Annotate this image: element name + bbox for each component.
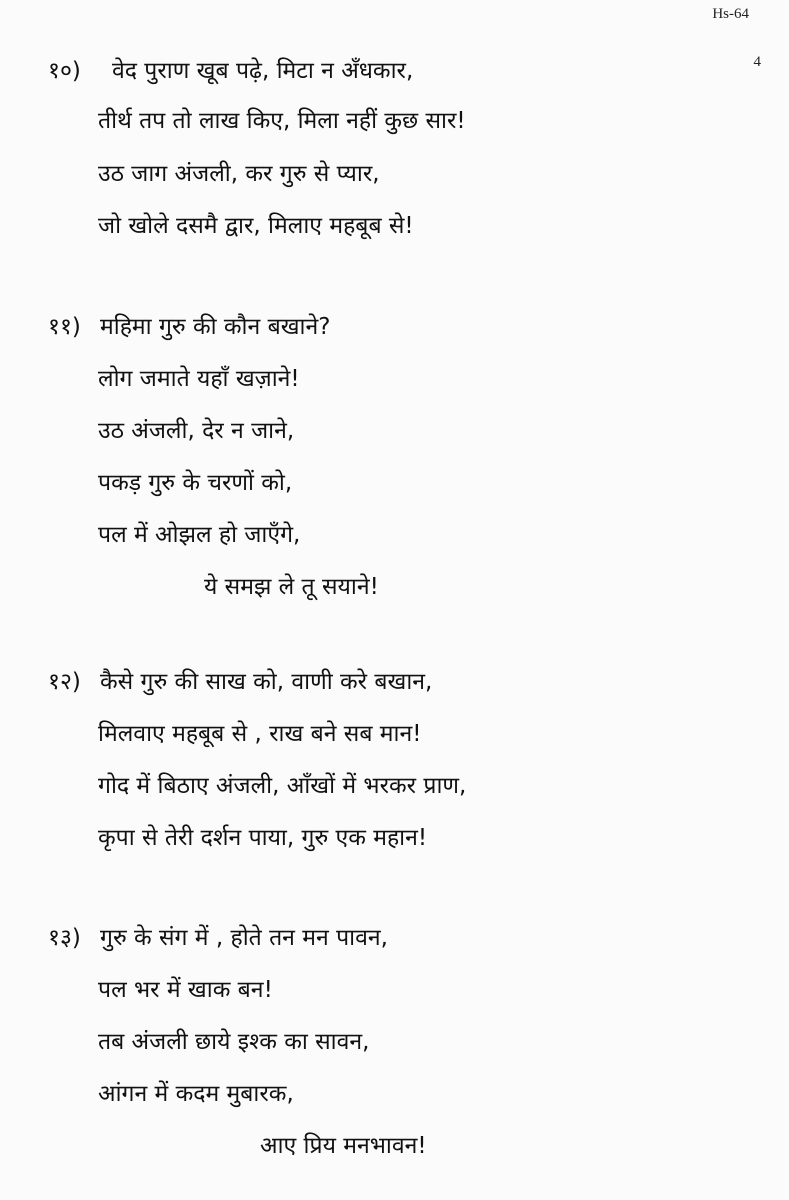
verse-line: उठ अंजली, देर न जाने,: [98, 418, 295, 444]
document-code: Hs-64: [712, 6, 749, 22]
verse-line: तीर्थ तप तो लाख किए, मिला नहीं कुछ सार!: [98, 108, 466, 134]
verse-line: आंगन में कदम मुबारक,: [98, 1081, 294, 1107]
stanza-number: ११): [48, 314, 81, 340]
verse-line: पल भर में खाक बन!: [98, 977, 273, 1003]
verse-line: गोद में बिठाए अंजली, आँखों में भरकर प्राण,: [98, 773, 467, 799]
page-number: 4: [753, 54, 761, 70]
verse-line: कृपा से तेरी दर्शन पाया, गुरु एक महान!: [98, 825, 428, 851]
verse-line: महिमा गुरु की कौन बखाने?: [100, 314, 331, 340]
verse-line: ये समझ ले तू सयाने!: [204, 574, 379, 600]
stanza-number: १३): [48, 925, 81, 951]
stanza-number: १०): [48, 58, 81, 84]
verse-line: गुरु के संग में , होते तन मन पावन,: [100, 925, 388, 951]
verse-line: मिलवाए महबूब से , राख बने सब मान!: [98, 721, 422, 747]
verse-line: पल में ओझल हो जाएँगे,: [98, 522, 301, 548]
verse-line: उठ जाग अंजली, कर गुरु से प्यार,: [98, 161, 380, 187]
verse-line: तब अंजली छाये इश्क का सावन,: [98, 1029, 370, 1055]
stanza-number: १२): [48, 669, 81, 695]
verse-line: आए प्रिय मनभावन!: [260, 1133, 427, 1159]
verse-line: कैसे गुरु की साख को, वाणी करे बखान,: [100, 669, 433, 695]
verse-line: जो खोले दसमै द्वार, मिलाए महबूब से!: [98, 213, 414, 239]
verse-line: वेद पुराण खूब पढ़े, मिटा न अँधकार,: [112, 58, 414, 84]
verse-line: पकड़ गुरु के चरणों को,: [98, 470, 293, 496]
verse-line: लोग जमाते यहाँ खज़ाने!: [98, 366, 300, 392]
